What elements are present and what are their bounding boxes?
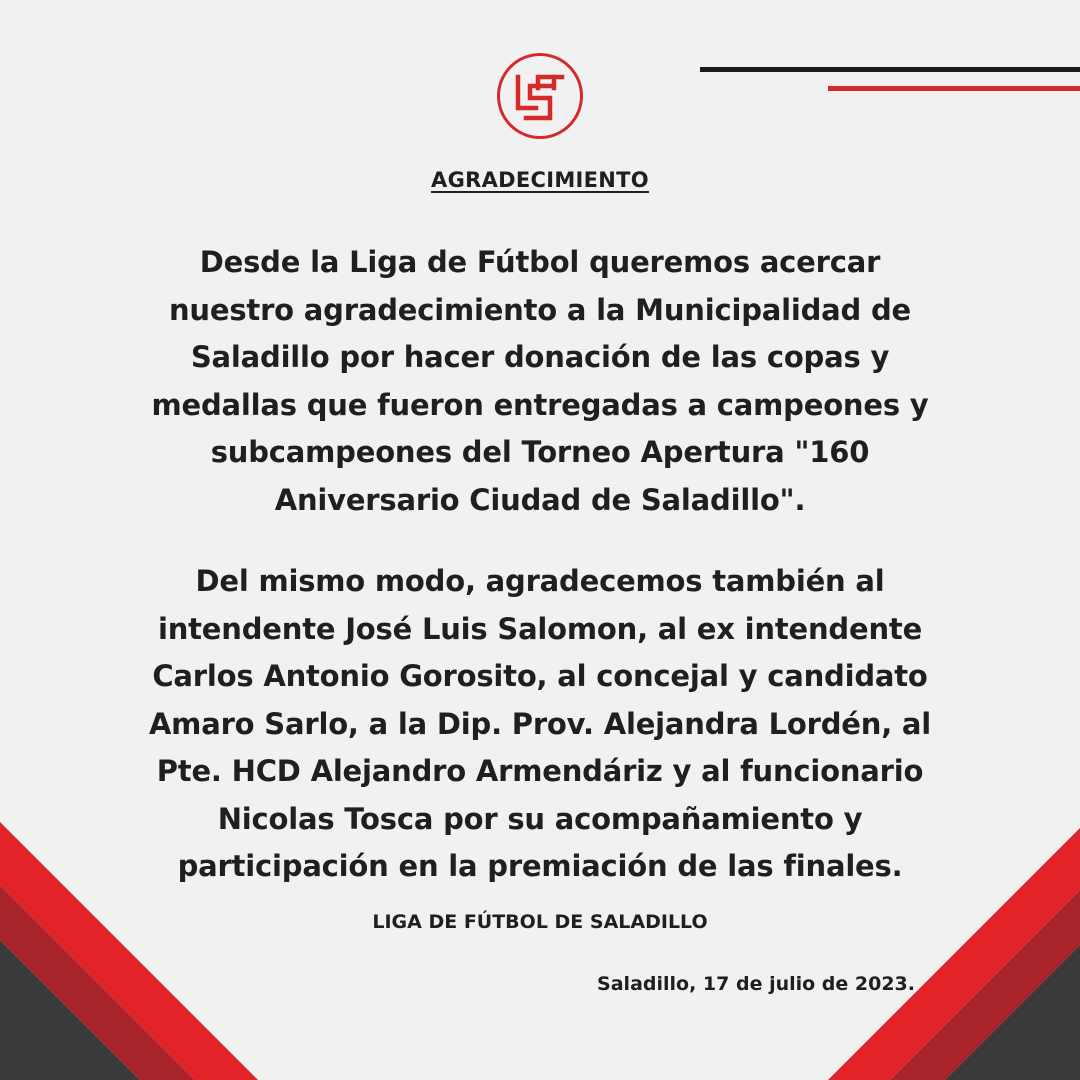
thanks-paragraph-2 (80, 558, 1000, 891)
paragraph-line: Nicolas Tosca por su acompañamiento y (217, 801, 863, 836)
thanks-paragraph-1 (80, 239, 1000, 524)
paragraph-line: participación en la premiación de las finales. (177, 849, 903, 883)
header-black-rule (700, 67, 1080, 72)
paragraph-line: Pte. HCD Alejandro Armendáriz y al funcionario (156, 754, 924, 788)
paragraph-line: nuestro agradecimiento a la Municipalidad de (168, 292, 912, 327)
lfs-monogram-logo-icon (496, 52, 584, 140)
paragraph-line: Aniversario Ciudad de Saladillo". (274, 482, 806, 517)
signature-org-name: LIGA DE FÚTBOL DE SALADILLO (372, 911, 708, 933)
date-line: Saladillo, 17 de julio de 2023. (597, 973, 915, 995)
paragraph-line: intendente José Luis Salomon, al ex intendente (157, 611, 923, 646)
paragraph-line: medallas que fueron entregadas a campeones y (151, 387, 929, 422)
paragraph-line: Saladillo por hacer donación de las copas y (190, 340, 890, 374)
paragraph-line: Amaro Sarlo, a la Dip. Prov. Alejandra Lordén, al (148, 706, 932, 741)
paragraph-line: Del mismo modo, agradecemos también al (195, 564, 885, 598)
header-red-rule (828, 86, 1080, 91)
paragraph-line: Desde la Liga de Fútbol queremos acercar (199, 245, 881, 279)
paragraph-line: Carlos Antonio Gorosito, al concejal y candidato (152, 659, 928, 693)
page-title: AGRADECIMIENTO (431, 168, 649, 192)
paragraph-line: subcampeones del Torneo Apertura "160 (210, 435, 870, 469)
